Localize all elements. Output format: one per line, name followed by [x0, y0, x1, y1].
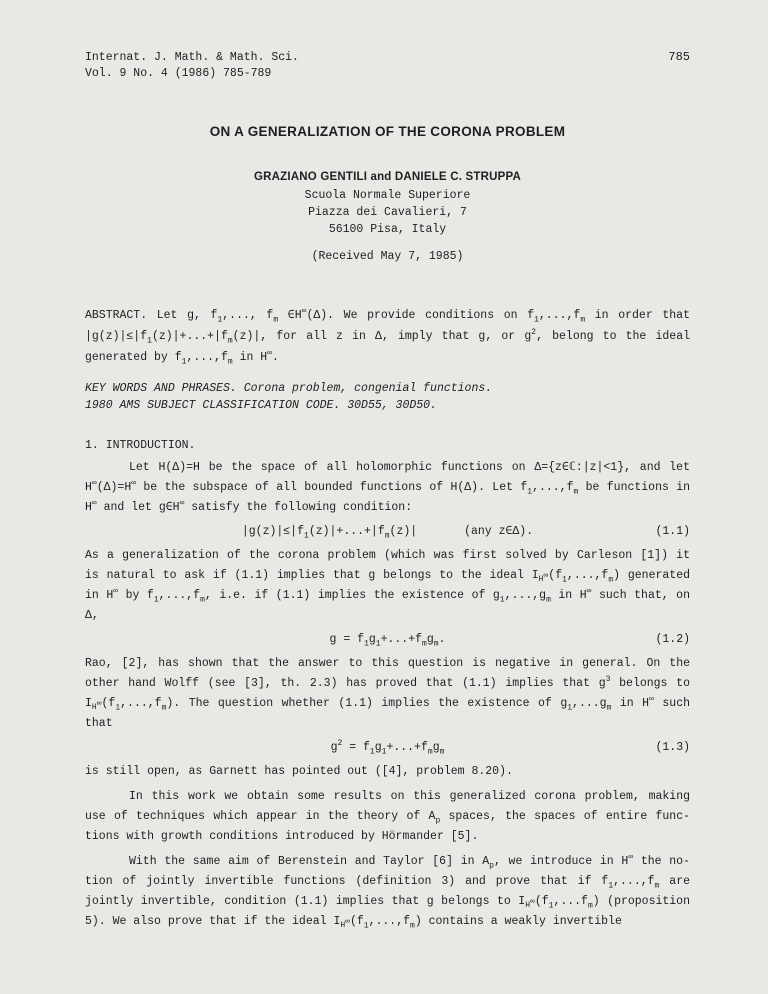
equation-1-1 [85, 522, 690, 542]
equation-body: $g = f_1g_1+...+f_mg_m$. [329, 633, 446, 649]
paragraph-5: In this work we obtain some results on this generalized corona problem, making use of techniques which appear in the theory of $A_p$ spaces, the spaces of entire functions with growth conditions introduced by Hörmander [5]. [85, 790, 691, 843]
equation-number: (1.2) [655, 633, 690, 646]
paragraph-2: As a generalization of the corona problem (which was first solved by Carleson [1]) it is natural to ask if (1.1) implies that g belongs to the ideal $I_{H^\infty}(f_1,...,f_m)$ generated in H∞ by $f_1,...,f_m$, i.e. if (1.1) implies the existence of $g_1,...,g_m$ in H∞ such that, on Δ, [85, 549, 690, 622]
paragraph-3: Rao, [2], has shown that the answer to this question is negative in general. On the other hand Wolff (see [3], th. 2.3) has proved that (1.1) implies that $g^3$ belongs to $I_{H^\infty}(f_1,...,f_m)$. The question whether (1.1) implies the existence of $g_1,...g_m$ in H∞ such that [85, 657, 690, 730]
classification-line: 1980 AMS SUBJECT CLASSIFICATION CODE. 30D55, 30D50. [85, 399, 437, 412]
equation-1-2 [85, 630, 690, 650]
equation-body: $|g(z)|\le|f_1(z)|+...+|f_m(z)|$ [241, 525, 418, 541]
keywords-line: KEY WORDS AND PHRASES. Corona problem, congenial functions. [85, 382, 493, 395]
equation-body: $g^2 = f_1g_1+...+f_mg_m$ [330, 739, 445, 757]
page-header [85, 50, 690, 82]
affiliation-line: Piazza dei Cavalieri, 7 [308, 206, 467, 219]
equation-1-3 [85, 738, 690, 758]
journal-name: Internat. J. Math. & Math. Sci. [85, 51, 299, 64]
journal-info [85, 50, 299, 82]
abstract: ABSTRACT. Let g, $f_1$,..., $f_m$ ∈H∞(Δ). We provide conditions on $f_1,...,f_m$ in order that $|g(z)|\le|f_1(z)|+...+|f_m(z)|$, for all z in Δ, imply that g, or $g^2$, belong to the ideal generated by $f_1,...,f_m$ in H∞. [85, 307, 690, 367]
equation-number: (1.3) [655, 741, 690, 754]
page-number: 785 [668, 50, 690, 64]
authors: GRAZIANO GENTILI and DANIELE C. STRUPPA [254, 171, 521, 183]
keywords-block [85, 380, 690, 414]
received-date: (Received May 7, 1985) [311, 250, 464, 263]
paper-title: ON A GENERALIZATION OF THE CORONA PROBLEM [209, 124, 566, 139]
affiliation-line: 56100 Pisa, Italy [328, 223, 447, 236]
paragraph-1: Let H(Δ)=H be the space of all holomorphic functions on Δ={z∈ℂ:|z|<1}, and let H∞(Δ)=H∞ be the subspace of all bounded functions of H(Δ). Let $f_1,...,f_m$ be functions in H∞ and let g∈H∞ satisfy the following condition: [85, 461, 691, 514]
section-heading-introduction: 1. INTRODUCTION. [85, 439, 196, 452]
paragraph-4: is still open, as Garnett has pointed out ([4], problem 8.20). [85, 765, 513, 778]
affiliation-line: Scuola Normale Superiore [304, 189, 471, 202]
equation-number: (1.1) [655, 525, 690, 538]
affiliation [85, 187, 690, 238]
paragraph-6: With the same aim of Berenstein and Taylor [6] in $A_p$, we introduce in H∞ the notion of jointly invertible functions (definition 3) and prove that if $f_1,...,f_m$ are jointly invertible, condition (1.1) implies that g belongs to $I_{H^\infty}(f_1,...f_m)$ (proposition 5). We also prove that if the ideal $I_{H^\infty}(f_1,...,f_m)$ contains a weakly invertible [85, 853, 690, 931]
equation-condition: (any z∈Δ). [464, 525, 534, 538]
journal-volume-line: Vol. 9 No. 4 (1986) 785-789 [85, 67, 272, 80]
